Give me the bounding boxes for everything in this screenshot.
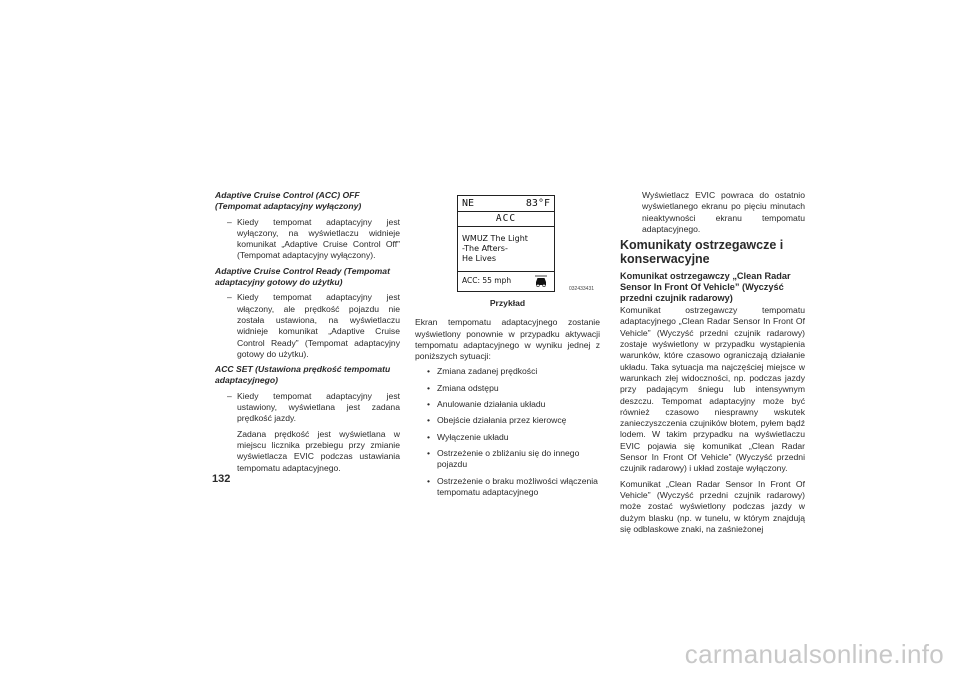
figure-code: 032433431 [569, 286, 595, 292]
list-item: • Wyłączenie układu [415, 432, 600, 443]
radio-song: He Lives [462, 254, 496, 263]
evic-display-figure [457, 195, 555, 292]
acc-set-description: – Kiedy tempomat adaptacyjny jest ustawiony, wyświetlana jest zadana prędkość jazdy. [215, 391, 400, 425]
list-item: • Obejście działania przez kierowcę [415, 415, 600, 426]
car-distance-icon [534, 275, 548, 287]
figure-caption: Przykład [489, 298, 526, 308]
column-left [215, 190, 400, 478]
list-item: • Zmiana zadanej prędkości [415, 366, 600, 377]
radio-artist: -The Afters- [462, 244, 508, 253]
outside-temperature: 83°F [525, 198, 550, 209]
clean-radar-paragraph: Komunikat ostrzegawczy tempomatu adaptacyjnego „Clean Radar Sensor In Front Of Vehicle” (Wyczyść przedni czujnik radarowy) zostaje wyświetlony w przypadku wystąpienia warunków, które czasowo ograniczają działanie układu. Taka sytuacja ma najczęściej miejsce w warunkach złej widoczności, np. podczas jazdy przy padającym śniegu lub intensywnym deszczu. Tempomat adaptacyjny może być również czasowo niesprawny wskutek zanieczyszczenia czujników błotem, pyłem bądź lodem. W takim przypadku na wyświetlaczu EVIC pojawia się komunikat „Clean Radar Sensor In Front Of Vehicle” (Wyczyść przedni czujnik radarowy) i układ zostaje wyłączony. [620, 305, 805, 474]
column-right [620, 190, 805, 539]
compass-heading: NE [462, 198, 475, 209]
section-heading-acc-set: ACC SET (Ustawiona prędkość tempomatu adaptacyjnego) [215, 364, 391, 386]
radio-message [462, 234, 528, 264]
column-middle [415, 195, 600, 503]
evic-mode-label: ACC [495, 213, 517, 224]
section-heading-warnings: Komunikaty ostrzegawcze i konserwacyjne [620, 238, 784, 266]
section-heading-acc-off: Adaptive Cruise Control (ACC) OFF (Tempomat adaptacyjny wyłączony) [215, 190, 362, 212]
list-item: • Ostrzeżenie o zbliżaniu się do innego pojazdu [415, 448, 600, 471]
acc-set-note: Zadana prędkość jest wyświetlana w miejscu licznika przebiegu przy zmianie wyświetlacza EVIC podczas ustawiania tempomatu adaptacyjnego. [237, 428, 400, 473]
acc-off-description: – Kiedy tempomat adaptacyjny jest wyłączony, na wyświetlaczu widnieje komunikat „Adaptive Cruise Control Off” (Tempomat adaptacyjny wyłączony). [215, 217, 400, 262]
list-item: • Ostrzeżenie o braku możliwości włączenia tempomatu adaptacyjnego [415, 476, 600, 499]
evic-return-text: Wyświetlacz EVIC powraca do ostatnio wyświetlanego ekranu po pięciu minutach nieaktywności ekranu tempomatu adaptacyjnego. [642, 190, 805, 234]
acc-ready-description: – Kiedy tempomat adaptacyjny jest włączony, ale prędkość pojazdu nie została ustawiona, na wyświetlaczu widnieje komunikat „Adaptive Cruise Control Ready” (Tempomat adaptacyjny gotowy do użytku). [215, 292, 400, 360]
list-item: • Anulowanie działania układu [415, 399, 600, 410]
list-item: • Zmiana odstępu [415, 383, 600, 394]
evic-top-row [462, 198, 550, 209]
watermark: carmanualsonline.info [684, 639, 944, 669]
section-heading-acc-ready: Adaptive Cruise Control Ready (Tempomat adaptacyjny gotowy do użytku) [215, 265, 390, 288]
divider [458, 226, 554, 227]
subheading-clean-radar: Komunikat ostrzegawczy „Clean Radar Sensor In Front Of Vehicle” (Wyczyść przedni czujnik radarowy) [620, 271, 791, 304]
radio-station: WMUZ The Light [462, 234, 528, 243]
acc-redisplay-intro: Ekran tempomatu adaptacyjnego zostanie wyświetlony ponownie w przypadku aktywacji tempomatu adaptacyjnego w wyniku jednej z poniższych sytuacji: [415, 317, 600, 362]
clean-radar-paragraph-2: Komunikat „Clean Radar Sensor In Front Of Vehicle” (Wyczyść przedni czujnik radarowy) może zostać wyświetlony podczas jazdy w dużym blasku (np. w tunelu, w którym znajdują się odblaskowe znaki, na zaśnieżonej [620, 478, 805, 534]
divider [458, 211, 554, 212]
divider [458, 271, 554, 272]
acc-set-speed: ACC: 55 mph [462, 276, 512, 285]
page-number: 132 [212, 473, 231, 485]
